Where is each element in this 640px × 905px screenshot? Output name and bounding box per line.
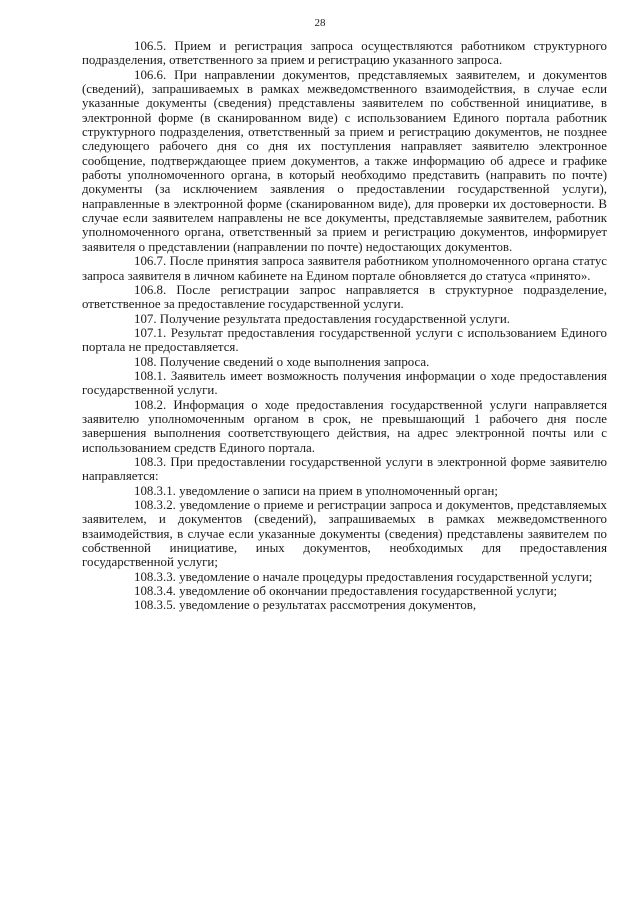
paragraph-108: 108. Получение сведений о ходе выполнения запроса. <box>134 354 430 369</box>
paragraph-106-5: 106.5. Прием и регистрация запроса осуществляются работником структурного подразделения, ответственного за прием и регистрацию указанного запроса. <box>82 39 607 68</box>
page-number: 28 <box>314 17 326 29</box>
paragraph-106-7: 106.7. После принятия запроса заявителя работником уполномоченного органа статус запроса заявителя в личном кабинете на Едином портале обновляется до статуса «принято». <box>82 254 607 283</box>
paragraph-108-3-2: 108.3.2. уведомление о приеме и регистрации запроса и документов, представляемых заявителем, и документов (сведений), запрашиваемых в рамках межведомственного взаимодействия, в случае если указанные документы (сведения) представлены заявителем по собственной инициативе, иных документов, необходимых для предоставления государственной услуги; <box>82 498 607 570</box>
paragraph-108-3-4: 108.3.4. уведомление об окончании предоставления государственной услуги; <box>134 584 558 599</box>
paragraph-106-6: 106.6. При направлении документов, представляемых заявителем, и документов (сведений), запрашиваемых в рамках межведомственного взаимодействия, в случае если указанные документы (сведения) представлены заявителем по собственной инициативе, в электронной форме (в сканированном виде) с использованием Единого портала работник структурного подразделения, ответственный за прием и регистрацию документов, не позднее следующего рабочего дня со дня их поступления направляет заявителю электронное сообщение, подтверждающее прием документов, а также информацию об адресе и графике работы уполномоченного органа, в который необходимо представить (направить по почте) документы (за исключением заявления о предоставлении государственной услуги), направленные в электронной форме (сканированном виде), для проверки их достоверности. В случае если заявителем направлены не все документы, представляемые заявителем, работник уполномоченного органа, ответственный за прием и регистрацию документов, информирует заявителя о представлении (направлении по почте) недостающих документов. <box>82 67 607 254</box>
document-body <box>82 39 607 613</box>
paragraph-107-1: 107.1. Результат предоставления государственной услуги с использованием Единого портала не предоставляется. <box>82 325 607 355</box>
paragraph-108-3: 108.3. При предоставлении государственной услуги в электронной форме заявителю направляется: <box>82 454 607 484</box>
paragraph-106-8: 106.8. После регистрации запрос направляется в структурное подразделение, ответственное за предоставление государственной услуги. <box>82 282 607 312</box>
paragraph-108-1: 108.1. Заявитель имеет возможность получения информации о ходе предоставления государственной услуги. <box>82 368 607 398</box>
paragraph-108-3-1: 108.3.1. уведомление о записи на прием в уполномоченный орган; <box>134 483 498 498</box>
paragraph-107: 107. Получение результата предоставления государственной услуги. <box>134 311 510 326</box>
paragraph-108-3-5: 108.3.5. уведомление о результатах рассмотрения документов, <box>134 598 477 613</box>
paragraph-108-2: 108.2. Информация о ходе предоставления государственной услуги направляется заявителю уполномоченным органом в срок, не превышающий 1 рабочего дня после завершения выполнения соответствующего действия, на адрес электронной почты или с использованием средств Единого портала. <box>82 397 607 455</box>
paragraph-108-3-3: 108.3.3. уведомление о начале процедуры предоставления государственной услуги; <box>134 569 593 584</box>
